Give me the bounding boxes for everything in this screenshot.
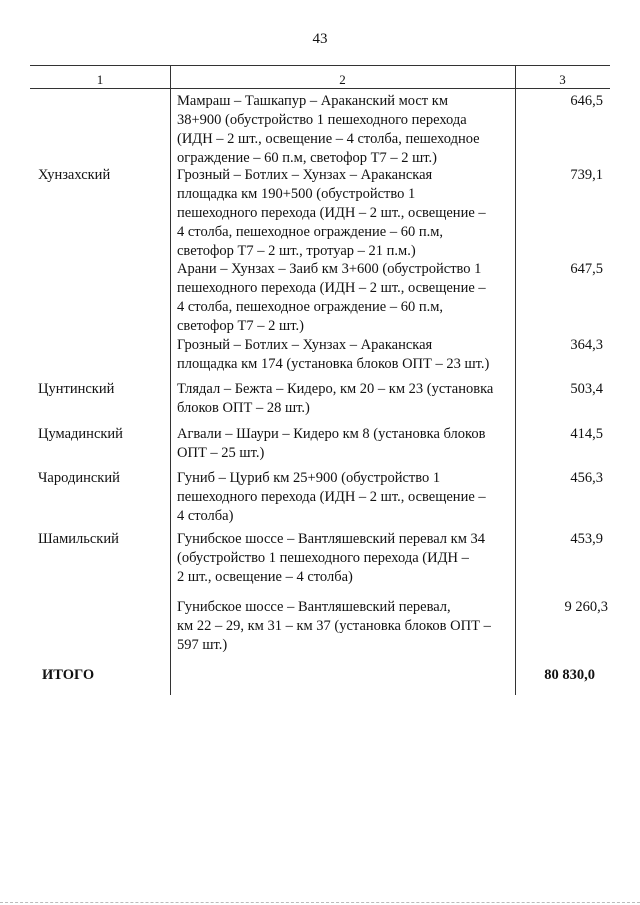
description-line: 4 столба, пешеходное ограждение – 60 п.м, [177,224,444,240]
description-line: 38+900 (обустройство 1 пешеходного перехода [177,112,467,128]
column-header-1: 1 [96,72,104,87]
description-line: Гунибское шоссе – Вантляшевский перевал, [177,599,451,615]
district-name: Цумадинский [38,426,123,442]
description-line: Грозный – Ботлих – Хунзах – Араканская [177,337,433,353]
description-line: (ИДН – 2 шт., освещение – 4 столба, пешеходное [177,131,480,147]
description-line: км 22 – 29, км 31 – км 37 (установка блоков ОПТ – [177,618,491,634]
table-row-description [177,530,515,587]
table-row-value: 739,1 [570,167,603,183]
table-row-value: 9 260,3 [564,599,608,615]
district-name: Чародинский [38,470,120,486]
table-row-value: 647,5 [570,261,603,277]
description-line: Арани – Хунзах – Заиб км 3+600 (обустройство 1 [177,261,482,277]
district-name: Шамильский [38,531,119,547]
description-line: блоков ОПТ – 28 шт.) [177,400,310,416]
table-row-description [177,336,515,374]
table-row-description [177,260,515,336]
table-row-value: 646,5 [570,93,603,109]
description-line: 4 столба) [177,508,234,524]
description-line: Гунибское шоссе – Вантляшевский перевал км 34 [177,531,486,547]
description-line: ОПТ – 25 шт.) [177,445,265,461]
table-top-border [30,65,610,66]
column-header-2: 2 [339,72,346,87]
table-row-value: 364,3 [570,337,603,353]
description-line: светофор Т7 – 2 шт., тротуар – 21 п.м.) [177,243,416,259]
district-name: Цунтинский [38,381,115,397]
description-line: 597 шт.) [177,637,228,653]
column-divider-1 [170,65,171,695]
description-line: Мамраш – Ташкапур – Араканский мост км [177,93,448,109]
table-row-value: 414,5 [570,426,603,442]
table-row-description [177,92,515,168]
description-line: ограждение – 60 п.м, светофор Т7 – 2 шт.) [177,150,438,166]
scan-edge-line [0,902,640,903]
total-value: 80 830,0 [544,667,595,683]
description-line: Агвали – Шаури – Кидеро км 8 (установка блоков [177,426,486,442]
description-line: пешеходного перехода (ИДН – 2 шт., освещение – [177,280,486,296]
description-line: 2 шт., освещение – 4 столба) [177,569,353,585]
description-line: пешеходного перехода (ИДН – 2 шт., освещение – [177,489,486,505]
column-header-3: 3 [559,72,566,87]
table-row-value: 453,9 [570,531,603,547]
description-line: площадка км 190+500 (обустройство 1 [177,186,416,202]
description-line: 4 столба, пешеходное ограждение – 60 п.м, [177,299,444,315]
total-label: ИТОГО [42,667,95,683]
description-line: светофор Т7 – 2 шт.) [177,318,304,334]
table-row-description [177,425,515,463]
description-line: (обустройство 1 пешеходного перехода (ИДН – [177,550,469,566]
table-row-description [177,598,515,655]
table-row-value: 456,3 [570,470,603,486]
description-line: Тлядал – Бежта – Кидеро, км 20 – км 23 (установка [177,381,494,397]
district-name: Хунзахский [38,167,111,183]
description-line: площадка км 174 (установка блоков ОПТ – 23 шт.) [177,356,490,372]
table-row-description [177,469,515,526]
page-number: 43 [312,31,328,47]
table-row-value: 503,4 [570,381,603,397]
table-row-description [177,380,515,418]
table-row-description [177,166,515,261]
description-line: Гуниб – Цуриб км 25+900 (обустройство 1 [177,470,441,486]
description-line: Грозный – Ботлих – Хунзах – Араканская [177,167,433,183]
description-line: пешеходного перехода (ИДН – 2 шт., освещение – [177,205,486,221]
